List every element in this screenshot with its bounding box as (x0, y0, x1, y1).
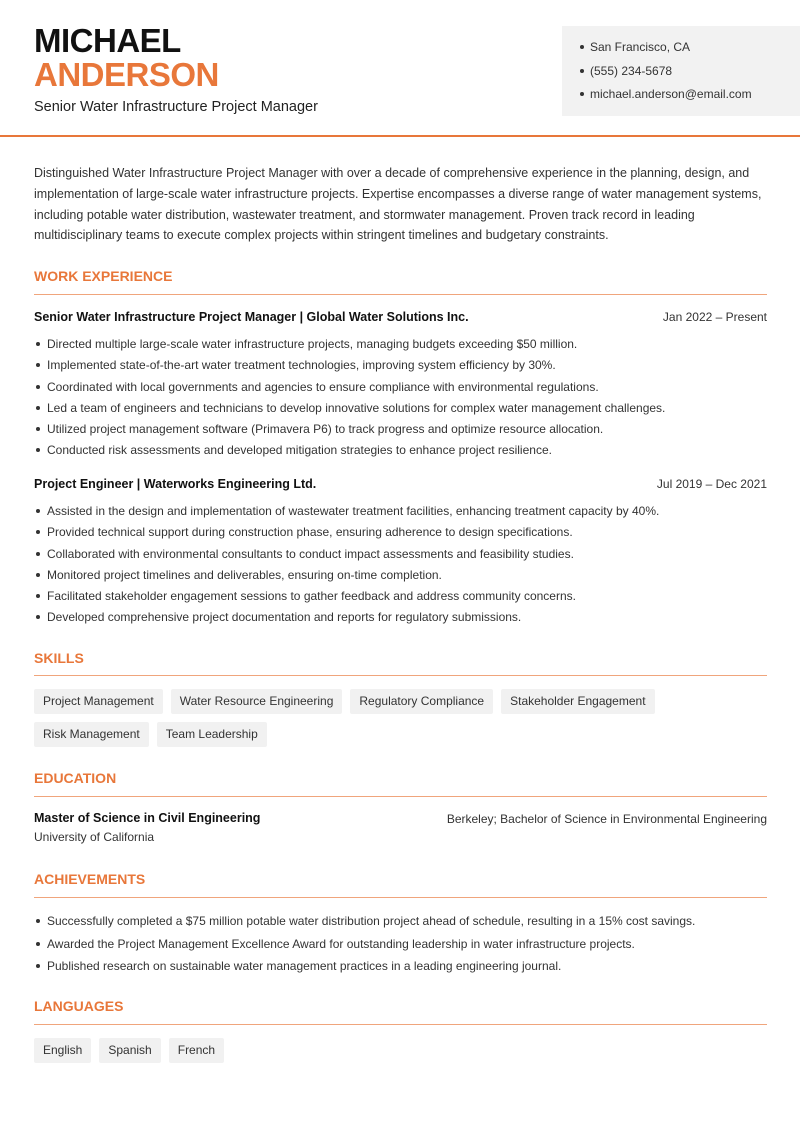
section-title-work: WORK EXPERIENCE (34, 268, 173, 284)
list-item: Collaborated with environmental consultants to conduct impact assessments and feasibility studies. (34, 546, 774, 567)
divider (34, 294, 767, 295)
divider (34, 796, 767, 797)
school: University of California (34, 830, 155, 844)
skills-list (34, 689, 774, 747)
job-header (34, 310, 767, 324)
skill-chip: Risk Management (34, 722, 149, 747)
list-item: Developed comprehensive project documentation and reports for regulatory submissions. (34, 609, 774, 630)
skill-chip: Stakeholder Engagement (501, 689, 654, 714)
list-item: Monitored project timelines and deliverables, ensuring on-time completion. (34, 567, 774, 588)
job-dates: Jul 2019 – Dec 2021 (656, 477, 767, 491)
job-role: Project Engineer | Waterworks Engineering Ltd. (34, 477, 317, 491)
job-header (34, 477, 767, 491)
divider (34, 1024, 767, 1025)
section-title-achievements: ACHIEVEMENTS (34, 871, 146, 887)
divider (34, 897, 767, 898)
list-item: Implemented state-of-the-art water treatment technologies, improving system efficiency by 30%. (34, 357, 774, 378)
job-role: Senior Water Infrastructure Project Manager | Global Water Solutions Inc. (34, 310, 469, 324)
list-item: Published research on sustainable water management practices in a leading engineering journal. (34, 958, 774, 981)
list-item: Directed multiple large-scale water infrastructure projects, managing budgets exceeding $50 million. (34, 336, 774, 357)
job-bullets (34, 503, 774, 631)
section-title-skills: SKILLS (34, 650, 84, 666)
degree: Master of Science in Civil Engineering (34, 811, 261, 825)
education-entry (34, 811, 767, 844)
list-item: Assisted in the design and implementation of wastewater treatment facilities, enhancing treatment capacity by 40%. (34, 503, 774, 524)
contact-location: San Francisco, CA (580, 38, 800, 62)
list-item: Provided technical support during construction phase, ensuring adherence to design specifications. (34, 524, 774, 545)
first-name: MICHAEL (34, 22, 181, 59)
section-title-education: EDUCATION (34, 770, 117, 786)
contact-email: michael.anderson@email.com (580, 85, 800, 109)
section-title-languages: LANGUAGES (34, 998, 124, 1014)
education-detail: Berkeley; Bachelor of Science in Environmental Engineering (446, 812, 767, 826)
divider (34, 675, 767, 676)
language-chip: Spanish (99, 1038, 160, 1063)
list-item: Conducted risk assessments and developed mitigation strategies to enhance project resilience. (34, 442, 774, 463)
list-item: Led a team of engineers and technicians to develop innovative solutions for complex water management challenges. (34, 400, 774, 421)
list-item: Utilized project management software (Primavera P6) to track progress and optimize resource allocation. (34, 421, 774, 442)
skill-chip: Team Leadership (157, 722, 267, 747)
list-item: Awarded the Project Management Excellence Award for outstanding leadership in water infrastructure projects. (34, 936, 774, 959)
job-title: Senior Water Infrastructure Project Manager (34, 99, 318, 115)
skill-chip: Project Management (34, 689, 163, 714)
resume-header (0, 0, 800, 137)
list-item: Facilitated stakeholder engagement sessions to gather feedback and address community concerns. (34, 588, 774, 609)
last-name: ANDERSON (34, 56, 219, 93)
language-chip: English (34, 1038, 91, 1063)
skill-chip: Water Resource Engineering (171, 689, 343, 714)
language-chip: French (169, 1038, 224, 1063)
list-item: Coordinated with local governments and agencies to ensure compliance with environmental regulations. (34, 379, 774, 400)
summary: Distinguished Water Infrastructure Project Manager with over a decade of comprehensive experience in the planning, design, and implementation of large-scale water infrastructure projects. Expertise encompasses a diverse range of water management systems, including potable water distribution, wastewater treatment, and stormwater management. Proven track record in leading multidisciplinary teams to execute complex projects within stringent timelines and budgetary constraints. (34, 166, 762, 243)
job-bullets (34, 336, 774, 464)
contact-box (562, 26, 800, 116)
list-item: Successfully completed a $75 million potable water distribution project ahead of schedule, resulting in a 15% cost savings. (34, 913, 774, 936)
job-dates: Jan 2022 – Present (662, 310, 767, 324)
skill-chip: Regulatory Compliance (350, 689, 493, 714)
languages-list (34, 1038, 774, 1063)
contact-phone: (555) 234-5678 (580, 62, 800, 86)
achievement-list (34, 913, 774, 981)
